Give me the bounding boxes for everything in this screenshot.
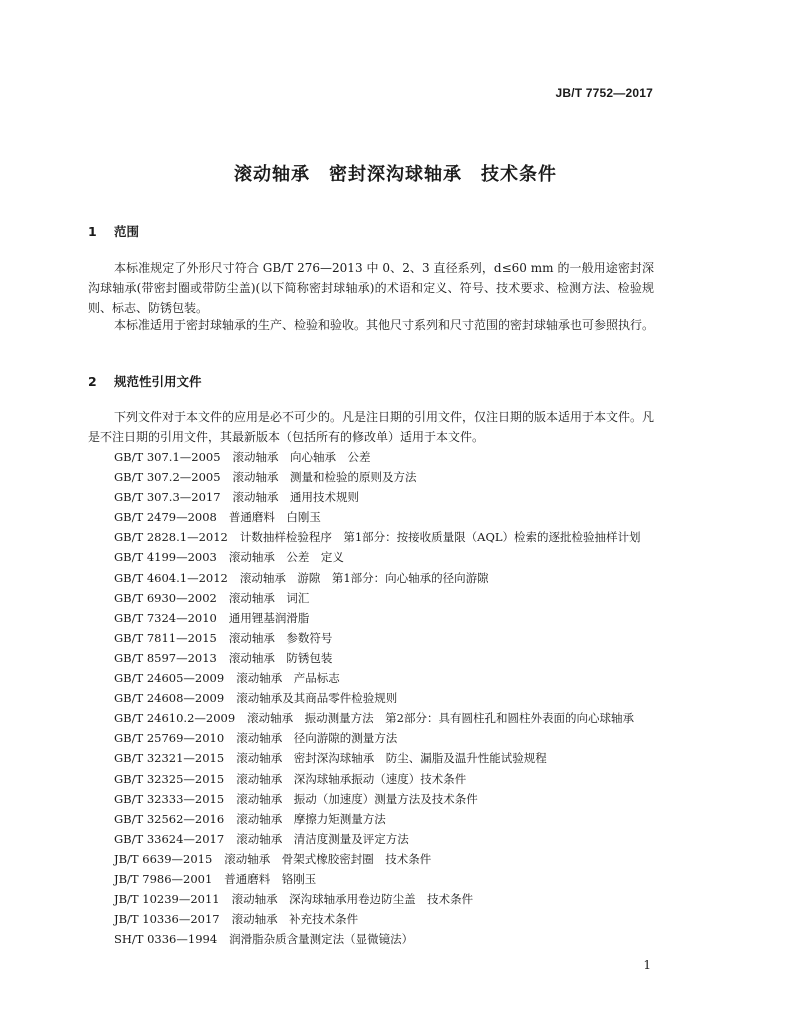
section-1-paragraph-1: 本标准规定了外形尺寸符合 GB/T 276—2013 中 0、2、3 直径系列，d≤60 mm 的一般用途密封深沟球轴承(带密封圈或带防尘盖)(以下简称密封球轴承)的术语和定义、符号、技术要求、检测方法、检验规则、标志、防锈包装。 <box>88 261 654 315</box>
reference-code: GB/T 32562—2016 <box>114 811 225 826</box>
section-2-heading <box>88 372 202 390</box>
reference-code: GB/T 32321—2015 <box>114 751 225 766</box>
reference-code: GB/T 24605—2009 <box>114 671 225 686</box>
reference-title: 滚动轴承 骨架式橡胶密封圈 技术条件 <box>224 851 432 866</box>
reference-item <box>114 829 674 849</box>
reference-title: 滚动轴承 公差 定义 <box>228 550 344 565</box>
section-2-number: 2 <box>88 374 97 389</box>
reference-title: 滚动轴承 测量和检验的原则及方法 <box>232 470 417 485</box>
reference-title: 滚动轴承 振动（加速度）测量方法及技术条件 <box>236 791 478 806</box>
reference-item <box>114 648 674 668</box>
reference-item <box>114 809 674 829</box>
reference-code: GB/T 2828.1—2012 <box>114 530 228 545</box>
section-2-title: 规范性引用文件 <box>114 374 202 389</box>
reference-title: 滚动轴承 产品标志 <box>236 671 340 686</box>
reference-item <box>114 487 674 507</box>
reference-code: GB/T 32333—2015 <box>114 791 225 806</box>
reference-title: 通用锂基润滑脂 <box>228 610 310 625</box>
reference-title: 滚动轴承 摩擦力矩测量方法 <box>236 811 386 826</box>
reference-title: 滚动轴承 词汇 <box>228 590 310 605</box>
reference-title: 滚动轴承 密封深沟球轴承 防尘、漏脂及温升性能试验规程 <box>236 751 547 766</box>
reference-item <box>114 527 674 547</box>
reference-code: GB/T 25769—2010 <box>114 731 225 746</box>
reference-code: GB/T 307.1—2005 <box>114 450 221 464</box>
reference-item <box>114 668 674 688</box>
reference-item <box>114 447 674 467</box>
reference-code: JB/T 7986—2001 <box>114 871 213 886</box>
reference-item <box>114 628 674 648</box>
reference-item <box>114 849 674 869</box>
reference-title: 滚动轴承 振动测量方法 第2部分：具有圆柱孔和圆柱外表面的向心球轴承 <box>247 711 634 726</box>
reference-item <box>114 889 674 909</box>
section-1-heading <box>88 222 139 240</box>
reference-code: GB/T 8597—2013 <box>114 650 217 665</box>
reference-title: 滚动轴承 防锈包装 <box>228 650 333 665</box>
reference-code: JB/T 10239—2011 <box>114 892 220 907</box>
reference-title: 润滑脂杂质含量测定法（显微镜法） <box>229 932 414 947</box>
reference-code: GB/T 24608—2009 <box>114 691 225 706</box>
reference-title: 滚动轴承 参数符号 <box>228 630 333 645</box>
reference-title: 计数抽样检验程序 第1部分：按接收质量限（AQL）检索的逐批检验抽样计划 <box>239 530 641 545</box>
reference-title: 普通磨料 铬刚玉 <box>224 871 317 886</box>
document-title: 滚动轴承 密封深沟球轴承 技术条件 <box>234 164 557 185</box>
page-number: 1 <box>643 958 651 972</box>
reference-code: SH/T 0336—1994 <box>114 932 218 947</box>
reference-code: GB/T 2479—2008 <box>114 510 217 525</box>
reference-item <box>114 929 674 949</box>
reference-item <box>114 728 674 748</box>
reference-code: GB/T 24610.2—2009 <box>114 711 236 726</box>
reference-item <box>114 608 674 628</box>
reference-title: 普通磨料 白刚玉 <box>228 510 321 525</box>
reference-title: 滚动轴承 通用技术规则 <box>232 490 360 505</box>
reference-code: GB/T 307.2—2005 <box>114 470 221 485</box>
section-1-number: 1 <box>88 224 97 239</box>
reference-title: 滚动轴承及其商品零件检验规则 <box>236 691 398 706</box>
reference-title: 滚动轴承 深沟球轴承振动（速度）技术条件 <box>236 771 467 786</box>
reference-item <box>114 708 674 728</box>
reference-item <box>114 467 674 487</box>
reference-item <box>114 869 674 889</box>
reference-code: GB/T 4604.1—2012 <box>114 570 228 585</box>
reference-code: GB/T 4199—2003 <box>114 550 217 565</box>
reference-title: 滚动轴承 补充技术条件 <box>231 912 359 927</box>
reference-list <box>114 447 674 949</box>
reference-item <box>114 769 674 789</box>
reference-item <box>114 909 674 929</box>
reference-item <box>114 789 674 809</box>
reference-item <box>114 688 674 708</box>
reference-code: JB/T 10336—2017 <box>114 912 220 927</box>
reference-code: GB/T 7811—2015 <box>114 630 217 645</box>
reference-item <box>114 568 674 588</box>
reference-item <box>114 547 674 567</box>
section-1-title: 范围 <box>114 224 140 239</box>
reference-title: 滚动轴承 清洁度测量及评定方法 <box>236 831 409 846</box>
reference-code: GB/T 32325—2015 <box>114 771 225 786</box>
section-1-paragraph-2: 本标准适用于密封球轴承的生产、检验和验收。其他尺寸系列和尺寸范围的密封球轴承也可参照执行。 <box>114 318 655 332</box>
reference-title: 滚动轴承 径向游隙的测量方法 <box>236 731 398 746</box>
reference-code: GB/T 33624—2017 <box>114 831 225 846</box>
reference-title: 滚动轴承 深沟球轴承用卷边防尘盖 技术条件 <box>231 892 474 907</box>
reference-title: 滚动轴承 游隙 第1部分：向心轴承的径向游隙 <box>239 570 489 585</box>
reference-code: GB/T 307.3—2017 <box>114 490 221 505</box>
reference-title: 滚动轴承 向心轴承 公差 <box>232 450 371 464</box>
reference-item <box>114 507 674 527</box>
section-2-intro: 下列文件对于本文件的应用是必不可少的。凡是注日期的引用文件，仅注日期的版本适用于本文件。凡是不注日期的引用文件，其最新版本（包括所有的修改单）适用于本文件。 <box>88 410 655 444</box>
reference-item <box>114 588 674 608</box>
reference-code: GB/T 7324—2010 <box>114 610 217 625</box>
standard-code: JB/T 7752—2017 <box>555 86 653 100</box>
reference-item <box>114 748 674 768</box>
reference-code: GB/T 6930—2002 <box>114 590 217 605</box>
reference-code: JB/T 6639—2015 <box>114 851 213 866</box>
